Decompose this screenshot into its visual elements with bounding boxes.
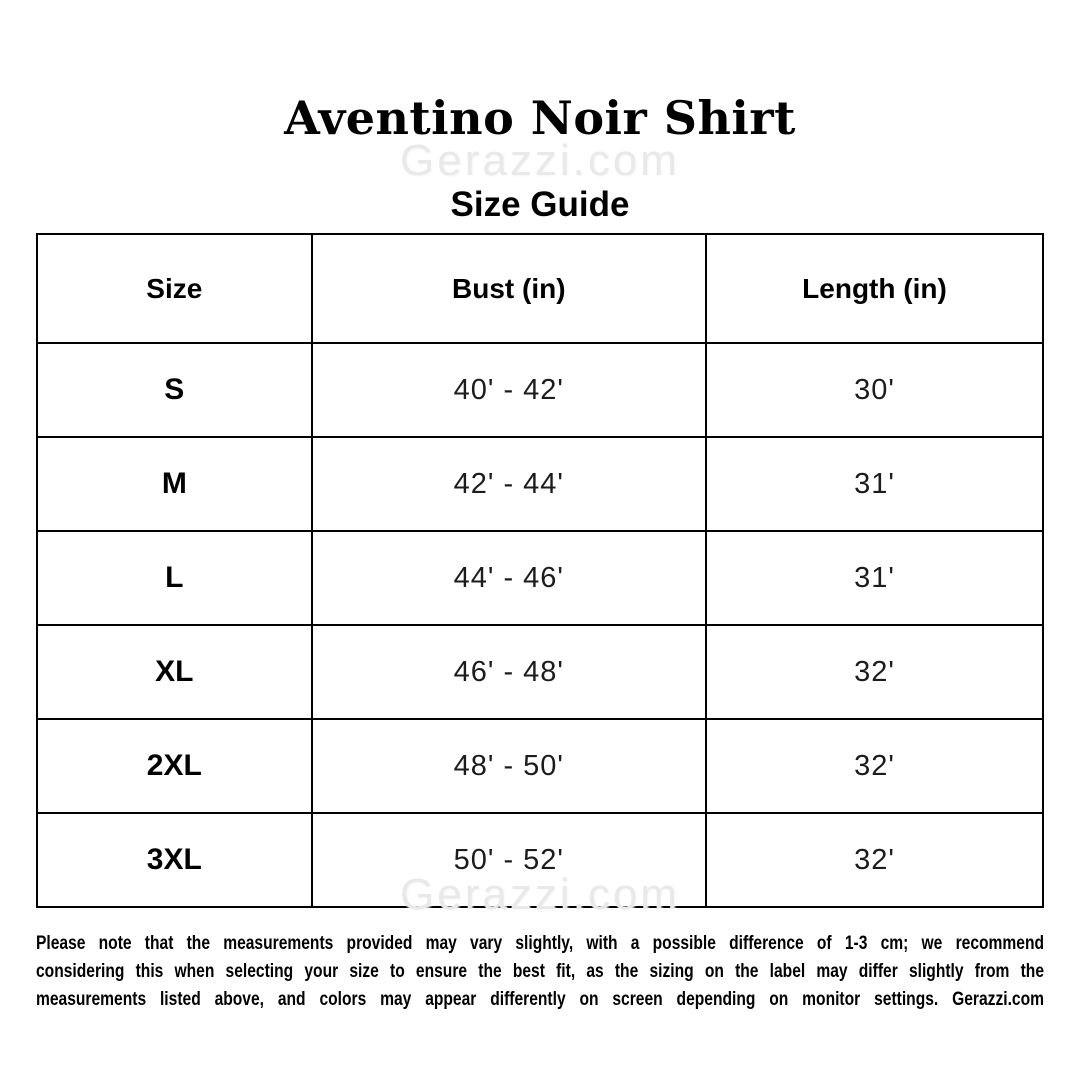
header-length: Length (in): [706, 234, 1043, 343]
footer-note: [36, 929, 1044, 1013]
bust-cell: 50' - 52': [312, 813, 706, 907]
table-row: [37, 625, 1043, 719]
length-cell: 31': [706, 531, 1043, 625]
size-cell: S: [37, 343, 312, 437]
size-guide-table: [36, 233, 1044, 908]
length-cell: 32': [706, 625, 1043, 719]
table-row: [37, 437, 1043, 531]
size-cell: XL: [37, 625, 312, 719]
size-cell: 2XL: [37, 719, 312, 813]
watermark-top: Gerazzi.com: [400, 136, 680, 185]
page-subtitle: Size Guide: [450, 185, 630, 224]
table-row: [37, 813, 1043, 907]
watermark-bottom: Gerazzi.com: [400, 870, 680, 919]
length-cell: 30': [706, 343, 1043, 437]
header-bust: Bust (in): [312, 234, 706, 343]
header-size: Size: [37, 234, 312, 343]
footer-line: measurements listed above, and colors may appear differently on screen depending on monitor settings. Gerazzi.com: [36, 988, 1044, 1010]
footer-line: Please note that the measurements provided may vary slightly, with a possible difference of 1-3 cm; we recommend: [36, 932, 1044, 954]
table-header-row: [37, 234, 1043, 343]
table-row: [37, 719, 1043, 813]
bust-cell: 40' - 42': [312, 343, 706, 437]
bust-cell: 42' - 44': [312, 437, 706, 531]
length-cell: 32': [706, 719, 1043, 813]
bust-cell: 44' - 46': [312, 531, 706, 625]
table-row: [37, 531, 1043, 625]
size-cell: L: [37, 531, 312, 625]
table-row: [37, 343, 1043, 437]
bust-cell: 48' - 50': [312, 719, 706, 813]
size-cell: M: [37, 437, 312, 531]
footer-line: considering this when selecting your size to ensure the best fit, as the sizing on the label may differ slightly from the: [36, 960, 1044, 982]
length-cell: 31': [706, 437, 1043, 531]
bust-cell: 46' - 48': [312, 625, 706, 719]
size-cell: 3XL: [37, 813, 312, 907]
length-cell: 32': [706, 813, 1043, 907]
page-title: Aventino Noir Shirt: [284, 91, 796, 145]
